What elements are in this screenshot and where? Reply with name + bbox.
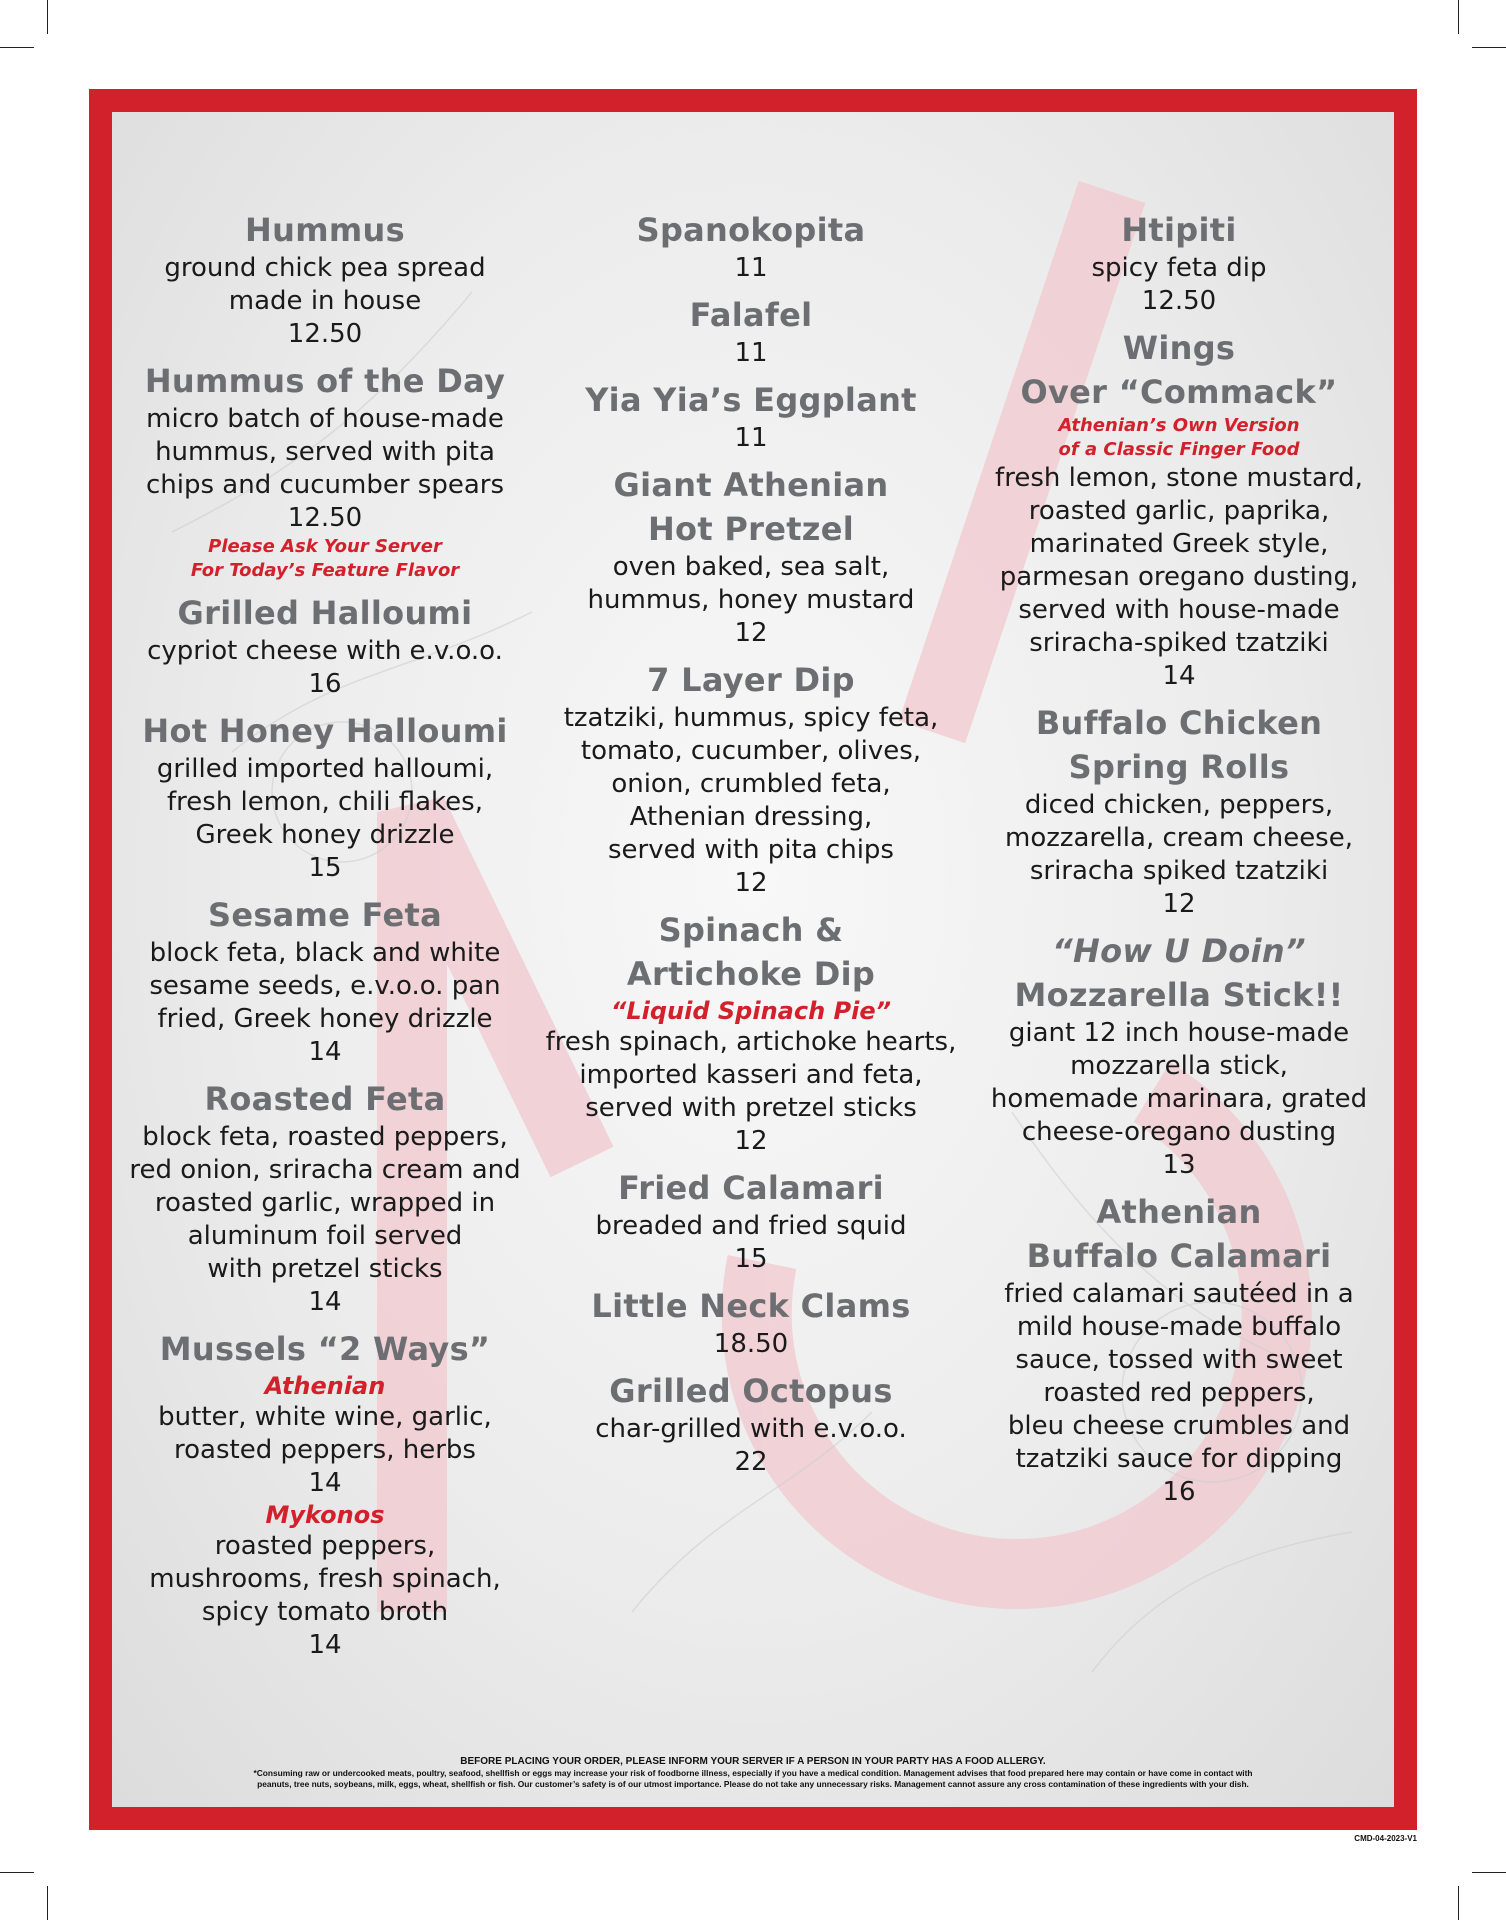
item-description: bleu cheese crumbles and (1007, 1411, 1351, 1441)
menu-item (538, 658, 964, 900)
item-description: hummus, served with pita (155, 437, 495, 467)
item-name: Spinach & (658, 911, 844, 949)
item-price: 22 (734, 1447, 768, 1477)
item-name: Grilled Halloumi (177, 594, 473, 632)
item-name: Giant Athenian (613, 466, 889, 504)
item-price: 16 (1162, 1477, 1196, 1507)
menu-item (112, 893, 538, 1069)
menu-item (112, 591, 538, 701)
menu-item (112, 1077, 538, 1319)
item-description: mozzarella, cream cheese, (1005, 823, 1353, 853)
item-description: spicy feta dip (1091, 253, 1267, 283)
item-description: butter, white wine, garlic, (158, 1402, 492, 1432)
item-description: tomato, cucumber, olives, (580, 736, 922, 766)
crop-mark (0, 1872, 34, 1873)
item-description: tzatziki sauce for dipping (1015, 1444, 1343, 1474)
item-description: fresh lemon, stone mustard, (995, 463, 1363, 493)
item-note: Please Ask Your Server (208, 536, 442, 557)
item-description: sesame seeds, e.v.o.o. pan (149, 971, 501, 1001)
item-price: 12.50 (287, 319, 363, 349)
item-price: 18.50 (713, 1329, 789, 1359)
item-price: 11 (734, 423, 768, 453)
item-description: aluminum foil served (187, 1221, 463, 1251)
item-description: red onion, sriracha cream and (129, 1155, 521, 1185)
item-price: 13 (1162, 1150, 1196, 1180)
item-description: roasted garlic, wrapped in (154, 1188, 496, 1218)
item-price: 15 (734, 1244, 768, 1274)
menu-item (112, 709, 538, 885)
disclaimer-line: peanuts, tree nuts, soybeans, milk, eggs, wheat, shellfish or fish. Our customer’s safety is of our utmost importance. Please do not take any unnecessary risks. Management cannot assure any cross contamination of these ingredients with your dish. (257, 1779, 1249, 1789)
item-name: Spring Rolls (1068, 748, 1290, 786)
menu-column-1 (112, 208, 538, 1670)
item-price: 14 (308, 1630, 342, 1660)
menu-item (964, 929, 1394, 1182)
item-name: Athenian (1096, 1193, 1262, 1231)
disclaimer-line: *Consuming raw or undercooked meats, poultry, seafood, shellfish or eggs may increase your risk of foodborne illness, especially if you have a medical condition. Management advises that food prepared here may contain or have come in contact with (253, 1768, 1253, 1778)
crop-mark (1458, 0, 1459, 34)
item-description: mild house-made buffalo (1016, 1312, 1342, 1342)
item-name: Htipiti (1121, 211, 1237, 249)
item-name: Fried Calamari (618, 1169, 884, 1207)
document-code: CMD-04-2023-V1 (1354, 1834, 1417, 1843)
item-price: 11 (734, 253, 768, 283)
item-description: oven baked, sea salt, (612, 552, 890, 582)
menu-item (964, 701, 1394, 921)
allergy-disclaimer (112, 1755, 1394, 1790)
menu-item (538, 378, 964, 455)
menu-item (538, 293, 964, 370)
crop-mark (1472, 1872, 1506, 1873)
item-description: made in house (228, 286, 422, 316)
item-name: Buffalo Chicken (1035, 704, 1323, 742)
item-price: 11 (734, 338, 768, 368)
item-description: chips and cucumber spears (145, 470, 505, 500)
item-description: mozzarella stick, (1070, 1051, 1288, 1081)
item-description: roasted red peppers, (1043, 1378, 1315, 1408)
menu-item (112, 1327, 538, 1662)
item-price: 12.50 (287, 503, 363, 533)
item-price: 12 (1162, 889, 1196, 919)
menu-item (538, 1369, 964, 1479)
item-description: cypriot cheese with e.v.o.o. (147, 636, 503, 666)
variant-label: Mykonos (265, 1501, 385, 1529)
item-description: homemade marinara, grated (990, 1084, 1368, 1114)
item-name: Little Neck Clams (591, 1287, 911, 1325)
item-name: Artichoke Dip (626, 955, 876, 993)
item-description: onion, crumbled feta, (611, 769, 891, 799)
item-name: Hummus (245, 211, 405, 249)
item-description: roasted peppers, (214, 1531, 436, 1561)
item-price: 14 (308, 1468, 342, 1498)
item-price: 14 (1162, 661, 1196, 691)
item-description: fresh lemon, chili flakes, (167, 787, 483, 817)
menu-item (112, 208, 538, 351)
item-description: fried, Greek honey drizzle (157, 1004, 493, 1034)
item-description: roasted garlic, paprika, (1028, 496, 1330, 526)
item-description: fried calamari sautéed in a (1004, 1279, 1354, 1309)
menu-item (538, 463, 964, 650)
menu-item (538, 908, 964, 1158)
item-name: “How U Doin” (1052, 932, 1306, 970)
item-name: Yia Yia’s Eggplant (585, 381, 917, 419)
item-description: marinated Greek style, (1029, 529, 1329, 559)
item-name: Hummus of the Day (144, 362, 506, 400)
menu-item (964, 208, 1394, 318)
item-name: Hot Pretzel (647, 510, 855, 548)
item-description: giant 12 inch house-made (1008, 1018, 1350, 1048)
item-description: imported kasseri and feta, (579, 1060, 923, 1090)
item-name: Mozzarella Stick!! (1014, 976, 1344, 1014)
item-description: Athenian dressing, (629, 802, 873, 832)
crop-mark (0, 47, 34, 48)
item-description: parmesan oregano dusting, (999, 562, 1359, 592)
item-description: fresh spinach, artichoke hearts, (545, 1027, 957, 1057)
menu-frame (89, 89, 1417, 1830)
menu-panel (112, 112, 1394, 1807)
item-description: sauce, tossed with sweet (1015, 1345, 1343, 1375)
item-description: served with house-made (1018, 595, 1340, 625)
menu-item (538, 208, 964, 285)
item-name: Mussels “2 Ways” (159, 1330, 491, 1368)
item-name: Spanokopita (636, 211, 866, 249)
item-description: sriracha-spiked tzatziki (1029, 628, 1329, 658)
item-description: cheese-oregano dusting (1021, 1117, 1337, 1147)
menu-column-3 (964, 208, 1394, 1517)
item-name: Buffalo Calamari (1026, 1237, 1332, 1275)
item-description: roasted peppers, herbs (174, 1435, 476, 1465)
item-subtitle: of a Classic Finger Food (1058, 439, 1300, 460)
item-price: 12.50 (1141, 286, 1217, 316)
crop-mark (47, 0, 48, 34)
menu-item (538, 1166, 964, 1276)
menu-column-2 (538, 208, 964, 1487)
item-price: 12 (734, 618, 768, 648)
menu-item (964, 326, 1394, 693)
item-description: served with pita chips (608, 835, 894, 865)
item-description: spicy tomato broth (201, 1597, 449, 1627)
item-description: micro batch of house-made (146, 404, 504, 434)
item-description: served with pretzel sticks (585, 1093, 917, 1123)
item-price: 12 (734, 1126, 768, 1156)
item-name: Roasted Feta (204, 1080, 446, 1118)
item-description: grilled imported halloumi, (156, 754, 494, 784)
menu-item (538, 1284, 964, 1361)
item-name: Falafel (689, 296, 813, 334)
item-description: breaded and fried squid (595, 1211, 907, 1241)
item-description: block feta, black and white (149, 938, 501, 968)
item-price: 14 (308, 1287, 342, 1317)
item-name: Wings (1122, 329, 1236, 367)
item-description: Greek honey drizzle (195, 820, 455, 850)
item-subtitle: “Liquid Spinach Pie” (610, 997, 892, 1025)
item-description: char-grilled with e.v.o.o. (595, 1414, 907, 1444)
item-description: sriracha spiked tzatziki (1029, 856, 1329, 886)
item-price: 15 (308, 853, 342, 883)
item-price: 12 (734, 868, 768, 898)
item-name: Hot Honey Halloumi (142, 712, 508, 750)
item-price: 16 (308, 669, 342, 699)
item-price: 14 (308, 1037, 342, 1067)
item-description: hummus, honey mustard (587, 585, 915, 615)
item-description: ground chick pea spread (164, 253, 486, 283)
menu-item (112, 359, 538, 583)
item-name: Sesame Feta (207, 896, 443, 934)
item-subtitle: Athenian’s Own Version (1058, 415, 1300, 436)
crop-mark (47, 1886, 48, 1920)
allergy-notice: BEFORE PLACING YOUR ORDER, PLEASE INFORM YOUR SERVER IF A PERSON IN YOUR PARTY HAS A FOOD ALLERGY. (460, 1756, 1046, 1767)
item-description: block feta, roasted peppers, (142, 1122, 508, 1152)
item-description: tzatziki, hummus, spicy feta, (563, 703, 939, 733)
item-name: Grilled Octopus (609, 1372, 893, 1410)
item-description: mushrooms, fresh spinach, (149, 1564, 501, 1594)
crop-mark (1458, 1886, 1459, 1920)
item-description: diced chicken, peppers, (1024, 790, 1334, 820)
crop-mark (1472, 47, 1506, 48)
menu-item (964, 1190, 1394, 1509)
item-name: Over “Commack” (1020, 373, 1338, 411)
item-description: with pretzel sticks (207, 1254, 443, 1284)
item-note: For Today’s Feature Flavor (190, 560, 460, 581)
item-name: 7 Layer Dip (647, 661, 855, 699)
variant-label: Athenian (264, 1372, 386, 1400)
